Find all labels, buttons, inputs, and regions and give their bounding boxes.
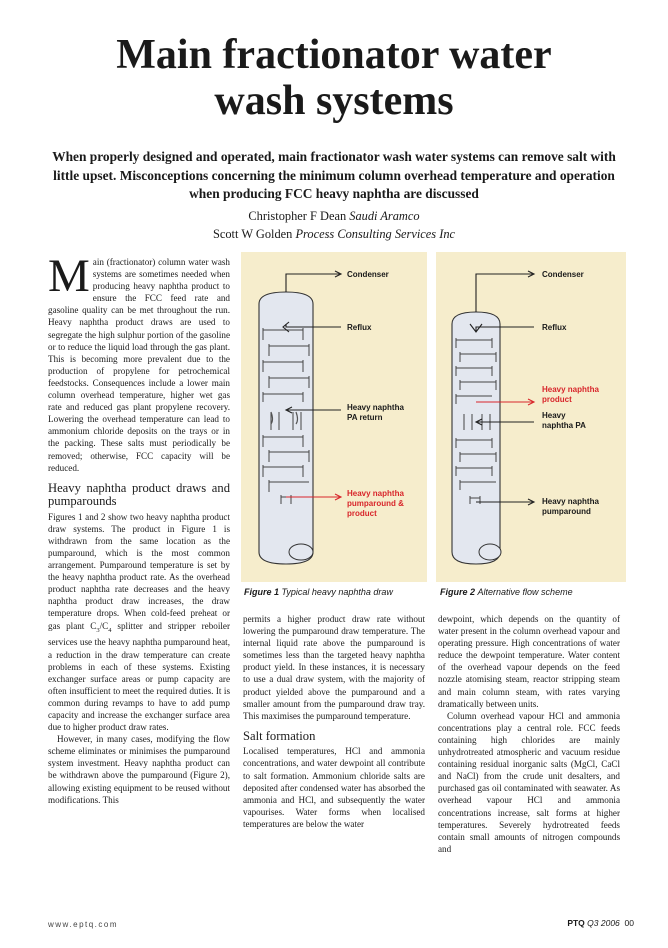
condenser-label-1: Condenser xyxy=(347,270,389,279)
authors xyxy=(0,208,668,243)
author-2 xyxy=(0,226,668,244)
author-2-org: Process Consulting Services Inc xyxy=(295,226,456,241)
fig2-pa-label-line2: naphtha PA xyxy=(542,421,586,430)
standfirst: When properly designed and operated, main fractionator wash water systems can remove salt with little upset. Misconceptions concerning the minimum column overhead temperature and operation when producing FCC heavy naphtha are discussed xyxy=(52,149,616,201)
fig2-product-label-line1: Heavy naphtha xyxy=(542,385,599,394)
column-1 xyxy=(48,250,231,806)
paragraph-permits: permits a higher product draw rate without lowering the pumparound draw temperature. The internal liquid rate above the pumparound is sometimes less than the targeted heavy naphtha product yield. In these instances, it is necessary to use a dual draw system, with the majority of product yielded above the pumparound and a smaller amount from the pumparound draw tray. This maximises the pumparound temperature. xyxy=(243,614,425,721)
paragraph-figures: Figures 1 and 2 show two heavy naphtha product draw systems. The product in Figure 1 is withdrawn from the same location as the pumparound, which is the most common arrangement. Pumparound temperature is set by the heavy naphtha product rate. As the overhead product naphtha rate decreases and the heavy naphtha product draw increases, the draw temperature drops. When cold-feed preheat or gas plant $C_3/C_4$ splitter and stripper reboiler services use the heavy naphtha pumparound heat, a reduction in the draw temperature can create problems in each of these systems. Existing exchanger surface areas or pump capacity are often insufficient to meet the required duties. It is common during revamps to have to add pump capacity and increase the exchanger surface area due to higher product draw rates. xyxy=(48,511,231,733)
author-1 xyxy=(0,208,668,226)
fig2-product-label-line2: product xyxy=(542,395,572,404)
figure-1-labels xyxy=(347,270,404,518)
condenser-label-2: Condenser xyxy=(542,270,584,279)
product-label-line3: product xyxy=(347,509,377,518)
author-1-org: Saudi Aramco xyxy=(349,209,420,223)
paragraph-localised: Localised temperatures, HCl and ammonia concentrations, and water dewpoint all contribute to salt formation. Ammonium chloride salts are deposited after condensed water has absorbed the ammonia and HCl, and subsequently the water vapourises. Water forms when localised temperatures are below the water xyxy=(243,746,425,829)
reflux-label-2: Reflux xyxy=(542,323,567,332)
article-title xyxy=(0,32,668,124)
figure-1-column xyxy=(259,292,313,564)
figure-2-column xyxy=(452,312,501,564)
reflux-label-1: Reflux xyxy=(347,323,372,332)
product-label-line1: Heavy naphtha xyxy=(347,489,404,498)
paragraph-column-overhead: Column overhead vapour HCl and ammonia concentrations play a central role. FCC feeds containing high chlorides are mainly unhydrotreated atmospheric and vacuum residue containing residual inorganic salts (MgCl, CaCl and NaCl) from the crude unit desalters, and purchased gas oil contaminated with seawater. As overhead vapour HCl and ammonia concentrations increase, salt forms at higher temperatures. Severely hydrotreated feeds contain small amounts of nitrogen compounds and xyxy=(438,710,620,854)
title-line-1: Main fractionator water xyxy=(116,32,552,78)
figure-2-caption: Figure 2 Alternative flow scheme xyxy=(440,587,573,597)
fig2-pa-label-line1: Heavy xyxy=(542,411,566,420)
intro-paragraph xyxy=(48,250,230,474)
footer-url: www.eptq.com xyxy=(48,920,119,929)
figure-1-caption: Figure 1 Typical heavy naphtha draw xyxy=(244,587,393,597)
figure-2 xyxy=(436,252,626,582)
figure-2-labels xyxy=(542,270,599,516)
fig2-pumparound-label-line2: pumparound xyxy=(542,507,591,516)
paragraph-dewpoint: dewpoint, which depends on the quantity of water present in the column overhead vapour and operating pressure. High concentrations of water reduce the dewpoint temperature. Water content of the overhead vapour depends on the feed nozzle atomising steam, reactor stripping steam and main column steam, with rates varying dramatically between units. xyxy=(438,614,620,709)
figure-1-diagram xyxy=(241,252,427,582)
pa-return-label-line2: PA return xyxy=(347,413,383,422)
author-2-name: Scott W Golden xyxy=(212,226,293,241)
heading-salt-formation: Salt formation xyxy=(243,728,316,743)
column-2 xyxy=(243,613,425,830)
drop-cap: M xyxy=(48,250,90,302)
figure-1 xyxy=(241,252,427,582)
paragraph-however: However, in many cases, modifying the flow scheme eliminates or minimises the pumparound system investment. Heavy naphtha product can be withdrawn above the pumparound (Figure 2), allowing existing equipment to be reused without modifications. This xyxy=(48,734,230,805)
intro-text: ain (fractionator) column water wash systems are sometimes needed when producing heavy naphtha product to ensure the FCC feed rate and gasoline quality can be met throughout the run. Heavy naphtha product draws are used to segregate the high sulphur portion of the gasoline or to reduce the liquid load through the gas plant. This is becoming more prevalent due to the production of propylene for petrochemical feedstocks. Consequences include a lower main column overhead temperature, higher wet gas rate and reduced gas plant propylene recovery. Lowering the overhead temperature can lead to ammonium chloride deposits on the trays or in the packing. These salts must periodically be removed; otherwise, FCC capacity will be reduced. xyxy=(48,257,230,473)
footer-issue: PTQ Q3 2006 00 xyxy=(567,918,634,928)
pa-return-label-line1: Heavy naphtha xyxy=(347,403,404,412)
fig2-pumparound-label-line1: Heavy naphtha xyxy=(542,497,599,506)
title-line-2: wash systems xyxy=(214,78,454,124)
author-1-name: Christopher F Dean xyxy=(248,209,347,223)
column-3 xyxy=(438,613,620,855)
figure-2-diagram xyxy=(436,252,626,582)
product-label-line2: pumparound & xyxy=(347,499,404,508)
heading-heavy-naphtha: Heavy naphtha product draws and pumparounds xyxy=(48,480,230,509)
